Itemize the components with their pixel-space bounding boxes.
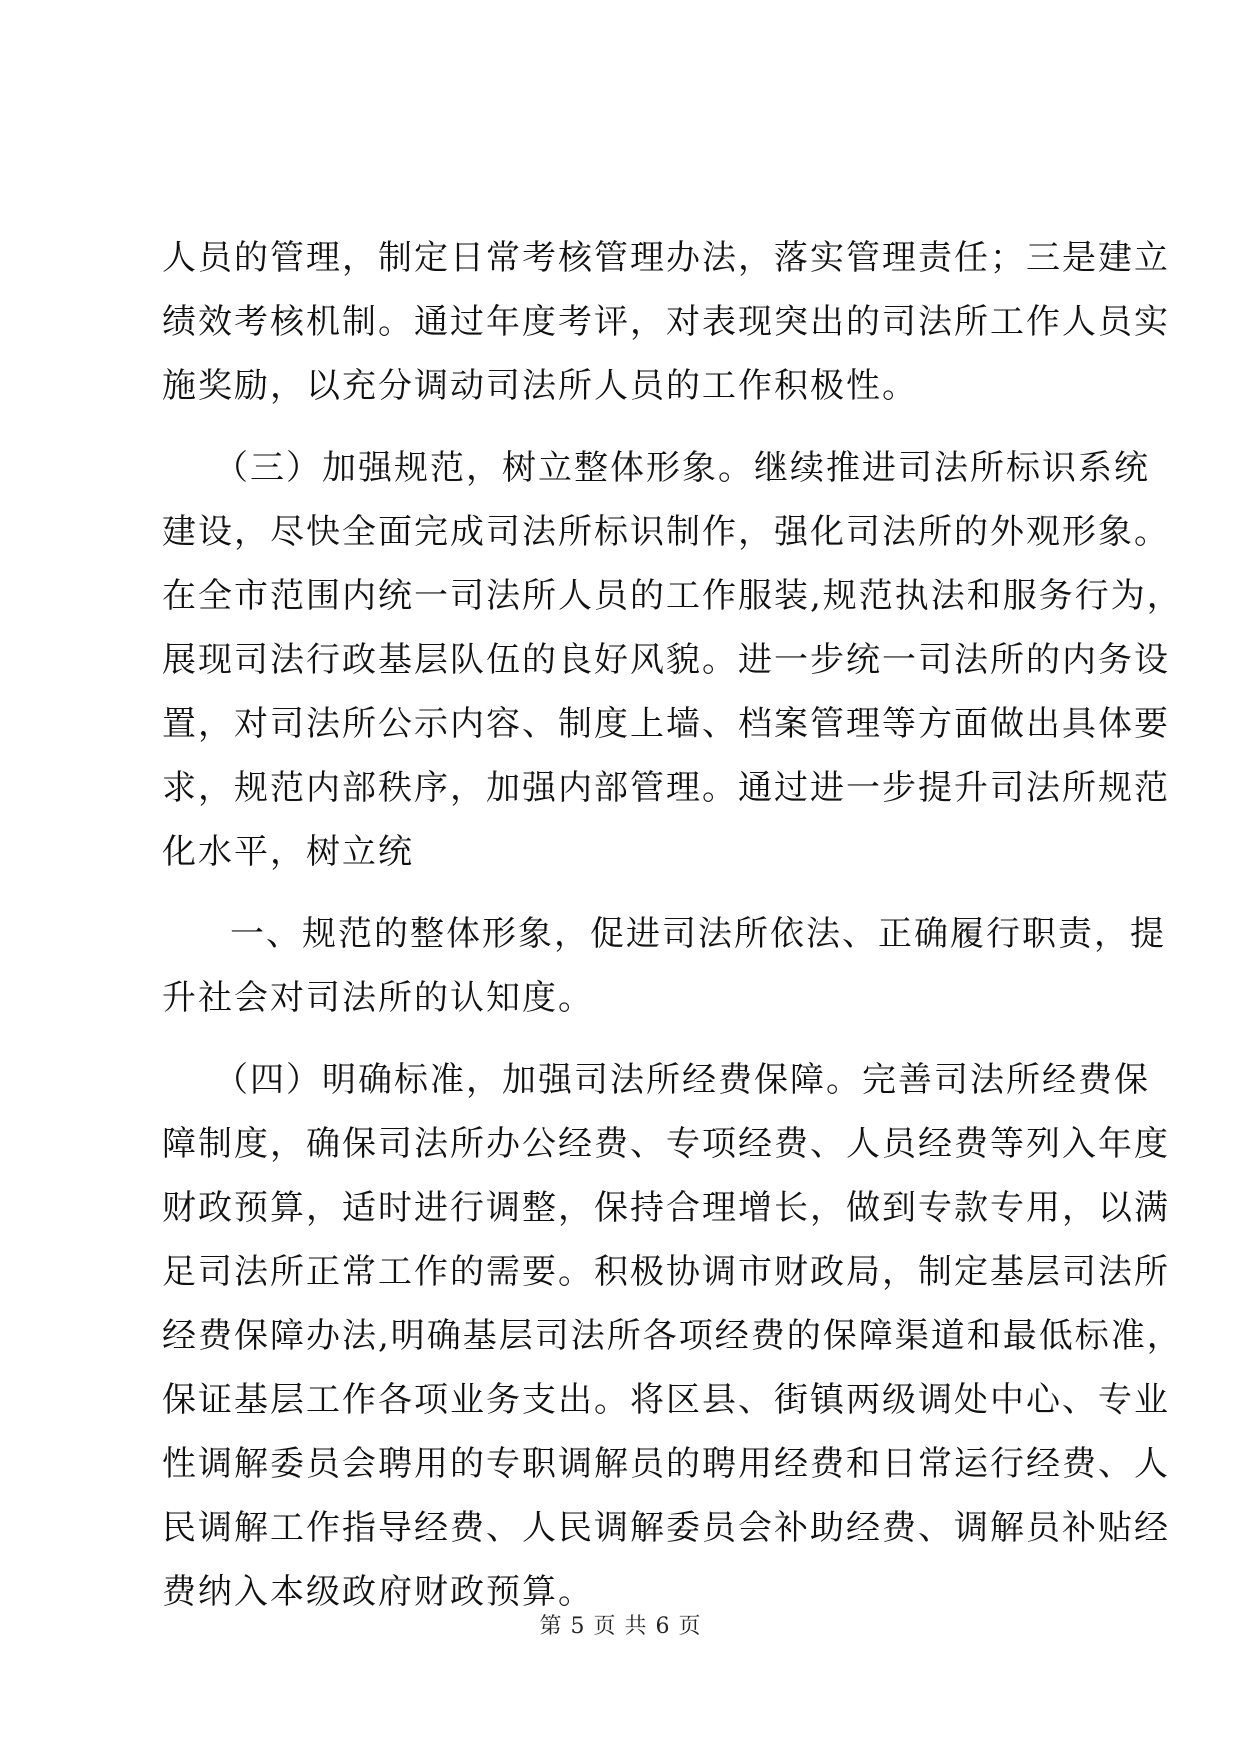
- text-line: 一、规范的整体形象，促进司法所依法、正确履行职责，提: [230, 914, 1166, 954]
- text-line: 置，对司法所公示内容、制度上墙、档案管理等方面做出具体要: [162, 704, 1170, 744]
- paragraph-1: [162, 226, 1170, 418]
- text-line: 足司法所正常工作的需要。积极协调市财政局，制定基层司法所: [162, 1252, 1170, 1292]
- text-line: （四）明确标准，加强司法所经费保障。完善司法所经费保: [214, 1060, 1150, 1100]
- text-line: 人员的管理，制定日常考核管理办法，落实管理责任；三是建立: [162, 238, 1170, 278]
- text-line: 在全市范围内统一司法所人员的工作服装,规范执法和服务行为，: [162, 576, 1183, 616]
- text-line: 展现司法行政基层队伍的良好风貌。进一步统一司法所的内务设: [162, 640, 1170, 680]
- text-line: 施奖励，以充分调动司法所人员的工作积极性。: [162, 366, 918, 406]
- text-line: 化水平，树立统: [162, 832, 414, 872]
- text-line: 求，规范内部秩序，加强内部管理。通过进一步提升司法所规范: [162, 768, 1170, 808]
- text-line: 费纳入本级政府财政预算。: [162, 1572, 594, 1612]
- text-line: 性调解委员会聘用的专职调解员的聘用经费和日常运行经费、人: [162, 1444, 1170, 1484]
- text-line: 障制度，确保司法所办公经费、专项经费、人员经费等列入年度: [162, 1124, 1170, 1164]
- text-line: 绩效考核机制。通过年度考评，对表现突出的司法所工作人员实: [162, 302, 1170, 342]
- text-line: 民调解工作指导经费、人民调解委员会补助经费、调解员补贴经: [162, 1508, 1170, 1548]
- paragraph-2: [162, 436, 1183, 884]
- document-body: [162, 226, 1183, 1642]
- paragraph-3: [162, 902, 1166, 1030]
- text-line: 财政预算，适时进行调整，保持合理增长，做到专款专用，以满: [162, 1188, 1170, 1228]
- text-line: 升社会对司法所的认知度。: [162, 978, 594, 1018]
- text-line: （三）加强规范，树立整体形象。继续推进司法所标识系统: [214, 448, 1150, 488]
- page-number-footer: 第 5 页 共 6 页: [539, 1614, 702, 1639]
- text-line: 经费保障办法,明确基层司法所各项经费的保障渠道和最低标准，: [162, 1316, 1183, 1356]
- text-line: 建设，尽快全面完成司法所标识制作，强化司法所的外观形象。: [162, 512, 1170, 552]
- text-line: 保证基层工作各项业务支出。将区县、街镇两级调处中心、专业: [162, 1380, 1170, 1420]
- paragraph-4: [162, 1048, 1183, 1624]
